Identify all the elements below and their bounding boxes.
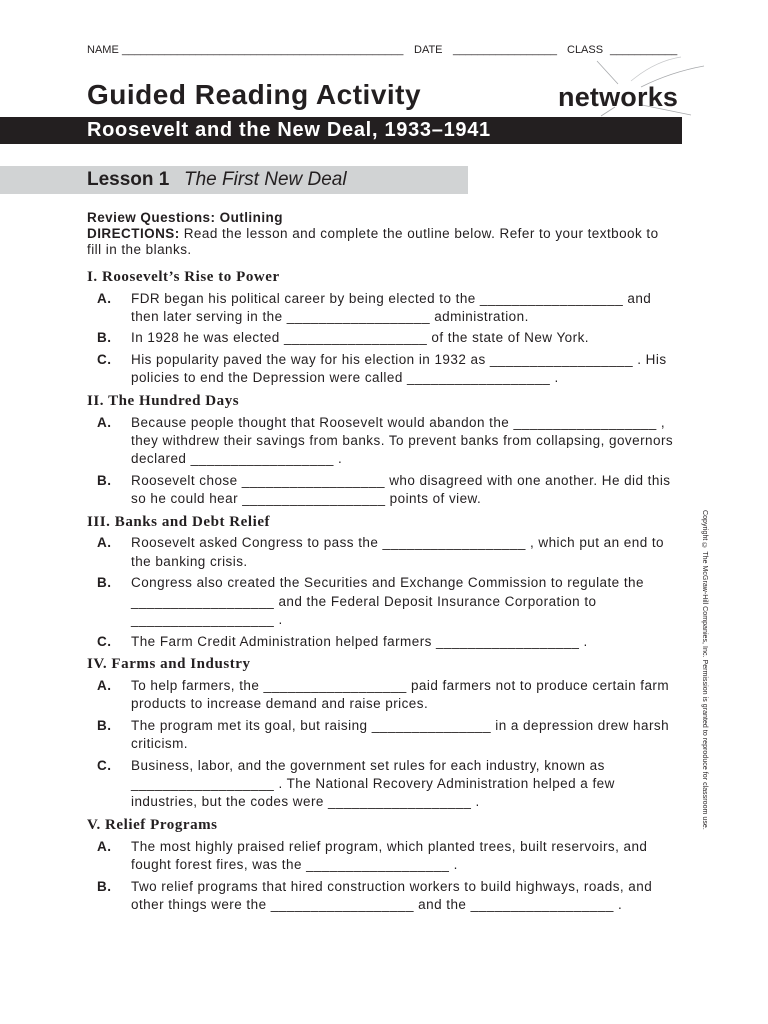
- item-text-line: so he could hear __________________ points of view.: [131, 491, 482, 507]
- outline-item: [87, 574, 687, 629]
- outline-section-5: [87, 816, 687, 914]
- item-letter: A.: [97, 677, 112, 693]
- outline-item: [87, 290, 687, 327]
- section-heading: III. Banks and Debt Relief: [87, 513, 271, 530]
- directions-label: DIRECTIONS:: [87, 226, 180, 241]
- item-text-line: industries, but the codes were __________________ .: [131, 794, 480, 810]
- item-letter: B.: [97, 472, 112, 488]
- item-text-line: then later serving in the __________________ administration.: [131, 308, 529, 324]
- item-text-line: policies to end the Depression were called __________________ .: [131, 370, 559, 386]
- item-letter: B.: [97, 575, 112, 591]
- outline-section-2: [87, 392, 687, 509]
- item-text: [131, 472, 687, 509]
- item-letter: A.: [97, 838, 112, 854]
- item-letter: B.: [97, 330, 112, 346]
- lesson-title: The First New Deal: [184, 169, 347, 190]
- outline-item: [87, 838, 687, 875]
- item-letter: C.: [97, 757, 112, 773]
- class-blank: ___________: [610, 44, 678, 56]
- name-blank: ______________________________________________: [122, 44, 404, 56]
- item-text-line: Business, labor, and the government set rules for each industry, known as: [131, 757, 605, 773]
- networks-logo: networks: [558, 82, 679, 112]
- item-text-line: In 1928 he was elected __________________ of the state of New York.: [131, 330, 589, 346]
- item-text-line: they withdrew their savings from banks. To prevent banks from collapsing, governors: [131, 432, 674, 448]
- outline-item: [87, 757, 687, 812]
- item-text: [131, 574, 687, 629]
- burst-line: [631, 57, 681, 81]
- item-text-line: The Farm Credit Administration helped farmers __________________ .: [131, 633, 588, 649]
- item-text: [131, 414, 687, 469]
- item-text-line: To help farmers, the __________________ paid farmers not to produce certain farm: [131, 677, 670, 693]
- item-letter: A.: [97, 290, 112, 306]
- section-heading: I. Roosevelt’s Rise to Power: [87, 269, 280, 285]
- item-text: [131, 838, 687, 875]
- item-text: [131, 757, 687, 812]
- item-text-line: The program met its goal, but raising _______________ in a depression drew harsh: [131, 717, 670, 733]
- lesson-number: Lesson 1: [87, 169, 170, 190]
- item-text-line: fought forest fires, was the __________________ .: [131, 857, 458, 873]
- item-text: [131, 351, 687, 388]
- section-heading: IV. Farms and Industry: [87, 656, 251, 673]
- directions-line: [87, 226, 659, 242]
- chapter-title: Roosevelt and the New Deal, 1933–1941: [87, 119, 491, 141]
- lesson-bar: [0, 166, 468, 194]
- item-text: [131, 717, 687, 754]
- item-letter: A.: [97, 414, 112, 430]
- chapter-banner: [0, 117, 682, 144]
- item-text-line: the banking crisis.: [131, 553, 248, 569]
- date-blank: _________________: [453, 44, 558, 56]
- item-text-line: Congress also created the Securities and Exchange Commission to regulate the: [131, 575, 644, 591]
- item-text: [131, 290, 687, 327]
- outline-item: [87, 633, 687, 651]
- item-text-line: Roosevelt chose __________________ who disagreed with one another. He did this: [131, 472, 671, 488]
- item-text: [131, 329, 687, 347]
- item-text-line: The most highly praised relief program, which planted trees, built reservoirs, and: [131, 838, 648, 854]
- directions-text: Read the lesson and complete the outline below. Refer to your textbook to: [183, 226, 659, 241]
- item-text-line: __________________ .: [131, 612, 283, 628]
- outline-item: [87, 329, 687, 347]
- item-letter: C.: [97, 351, 112, 367]
- burst-line: [597, 61, 618, 84]
- item-text-line: declared __________________ .: [131, 451, 343, 467]
- outline: [87, 268, 687, 914]
- item-text-line: FDR began his political career by being elected to the __________________ and: [131, 290, 652, 306]
- item-letter: A.: [97, 535, 112, 551]
- outline-item: [87, 878, 687, 915]
- section-heading: V. Relief Programs: [87, 817, 218, 834]
- item-text-line: Two relief programs that hired construction workers to build highways, roads, and: [131, 878, 653, 894]
- item-text-line: criticism.: [131, 736, 188, 752]
- item-text-line: other things were the __________________ and the __________________ .: [131, 897, 623, 912]
- item-text: [131, 633, 687, 651]
- review-heading: Review Questions: Outlining: [87, 210, 283, 225]
- name-label: NAME: [87, 44, 119, 56]
- outline-item: [87, 351, 687, 388]
- item-text-line: __________________ . The National Recovery Administration helped a few: [131, 776, 615, 792]
- item-text: [131, 677, 687, 714]
- item-text: [131, 878, 687, 915]
- outline-section-4: [87, 655, 687, 812]
- outline-item: [87, 414, 687, 469]
- outline-item: [87, 472, 687, 509]
- outline-item: [87, 717, 687, 754]
- outline-section-3: [87, 513, 687, 651]
- item-letter: B.: [97, 717, 112, 733]
- copyright-notice: Copyright © The McGraw-Hill Companies, Inc. Permission is granted to reproduce for classroom use.: [701, 510, 708, 830]
- outline-section-1: [87, 268, 687, 388]
- class-label: CLASS: [567, 44, 604, 56]
- item-text-line: __________________ and the Federal Deposit Insurance Corporation to: [131, 593, 597, 609]
- item-letter: B.: [97, 878, 112, 894]
- item-text-line: Roosevelt asked Congress to pass the __________________ , which put an end to: [131, 535, 665, 551]
- item-text-line: Because people thought that Roosevelt would abandon the __________________ ,: [131, 414, 666, 430]
- outline-item: [87, 534, 687, 571]
- item-letter: C.: [97, 633, 112, 649]
- outline-item: [87, 677, 687, 714]
- item-text: [131, 534, 687, 571]
- date-label: DATE: [414, 44, 443, 56]
- directions-line: fill in the blanks.: [87, 242, 192, 257]
- review-block: [87, 210, 659, 258]
- item-text-line: products to increase demand and raise prices.: [131, 696, 429, 712]
- page-title: Guided Reading Activity: [87, 79, 422, 110]
- section-heading: II. The Hundred Days: [87, 393, 240, 410]
- item-text-line: His popularity paved the way for his election in 1932 as __________________ . His: [131, 351, 667, 367]
